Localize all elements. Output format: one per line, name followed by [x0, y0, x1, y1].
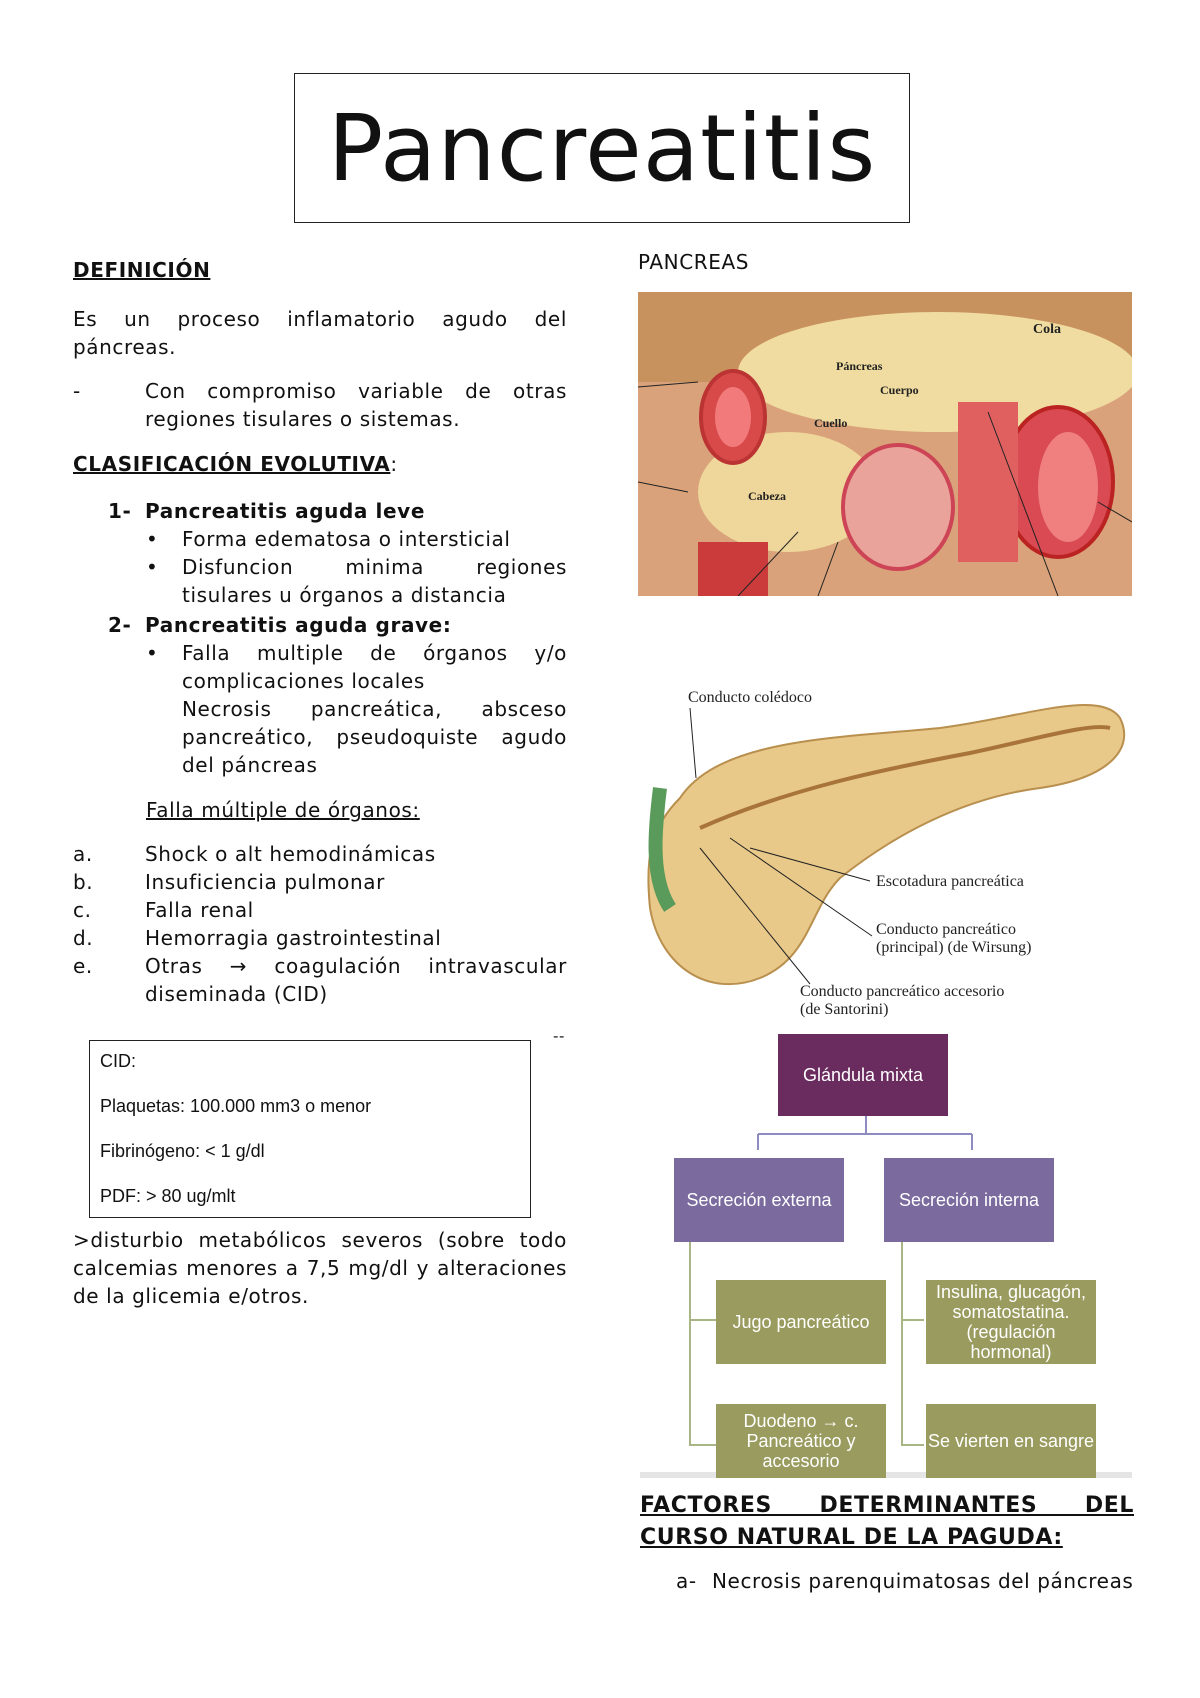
item-number: 2-: [108, 613, 132, 637]
bullet-dot: •: [146, 527, 159, 551]
bullet-dot: •: [146, 555, 159, 579]
list-text: Shock o alt hemodinámicas: [145, 842, 436, 866]
jejunum-shape: [958, 402, 1018, 562]
list-item: [73, 868, 567, 896]
cid-platelets: Plaquetas: 100.000 mm3 o menor: [100, 1096, 372, 1116]
cid-fibrinogen: Fibrinógeno: < 1 g/dl: [100, 1141, 265, 1161]
bullet-marker: -: [73, 379, 81, 403]
label-cuerpo: Cuerpo: [880, 383, 919, 397]
pancreas-anatomy-image: [638, 292, 1132, 596]
factors-item-a: [676, 1567, 1134, 1595]
list-item: [73, 896, 567, 924]
label-santorini-1: Conducto pancreático accesorio: [800, 983, 1005, 1000]
bullet-text: Disfuncion minima regiones tisulares u órganos a distancia: [182, 555, 567, 607]
classification-item-2-continuation: Necrosis pancreática, absceso pancreático, pseudoquiste agudo del páncreas: [182, 697, 567, 777]
pancreas-label: PANCREAS: [638, 250, 750, 274]
definition-text: Es un proceso inflamatorio agudo del páncreas.: [73, 307, 567, 359]
multi-organ-list: [73, 840, 567, 1008]
list-text: Hemorragia gastrointestinal: [145, 926, 442, 950]
diagram-ext-2: Duodeno → c. Pancreático y accesorio: [716, 1404, 886, 1478]
label-cabeza: Cabeza: [748, 489, 786, 503]
list-letter: b.: [73, 870, 94, 894]
item-number: 1-: [108, 499, 132, 523]
item-title: Pancreatitis aguda grave:: [145, 613, 452, 637]
classification-item-2-bullet-1: [146, 639, 567, 695]
title-box: [294, 73, 910, 223]
list-item: [73, 952, 567, 1008]
list-letter: d.: [73, 926, 94, 950]
label-cola: Cola: [1033, 322, 1061, 337]
vessel-left-lumen: [715, 387, 751, 447]
dash-mark: --: [553, 1027, 566, 1045]
factors-heading: FACTORES DETERMINANTES DEL CURSO NATURAL DE LA PAGUDA:: [640, 1493, 1134, 1550]
factor-text: Necrosis parenquimatosas del páncreas: [712, 1569, 1134, 1593]
diagram-external: Secreción externa: [674, 1158, 844, 1242]
label-pancreas: Páncreas: [836, 359, 883, 373]
label-santorini-2: (de Santorini): [800, 1001, 889, 1018]
label-escotadura: Escotadura pancreática: [876, 873, 1024, 890]
classification-heading: CLASIFICACIÓN EVOLUTIVA: [73, 452, 391, 476]
classification-item-1-bullet-1: [146, 525, 567, 553]
list-letter: c.: [73, 898, 92, 922]
classification-item-1: [108, 497, 568, 525]
definition-bullet-text: Con compromiso variable de otras regiones tisulares o sistemas.: [145, 379, 567, 431]
list-text: Falla renal: [145, 898, 254, 922]
diagram-internal: Secreción interna: [884, 1158, 1054, 1242]
list-text: Insuficiencia pulmonar: [145, 870, 385, 894]
classification-colon: :: [390, 452, 398, 476]
diagram-root: Glándula mixta: [778, 1034, 948, 1116]
leader-coledoco: [690, 708, 696, 778]
definition-bullet: [73, 377, 567, 433]
list-item: [73, 924, 567, 952]
bullet-text: Falla multiple de órganos y/o complicaciones locales: [182, 641, 567, 693]
classification-heading-wrap: [73, 450, 398, 478]
list-text: Otras → coagulación intravascular diseminada (CID): [145, 954, 567, 1006]
classification-item-1-bullet-2: [146, 553, 567, 609]
diagram-int-1: Insulina, glucagón, somatostatina. (regulación hormonal): [926, 1280, 1096, 1364]
label-wirsung-1: Conducto pancreático: [876, 921, 1016, 938]
page-title: Pancreatitis: [327, 94, 877, 202]
vessel-center: [843, 445, 953, 569]
cid-box: [89, 1040, 531, 1218]
cid-title: CID:: [100, 1051, 136, 1071]
list-item: [73, 840, 567, 868]
label-cuello: Cuello: [814, 416, 848, 430]
diagram-int-2: Se vierten en sangre: [926, 1404, 1096, 1478]
label-coledoco: Conducto colédoco: [688, 689, 812, 706]
definition-heading: DEFINICIÓN: [73, 258, 211, 282]
list-letter: a.: [73, 842, 93, 866]
multi-organ-heading: Falla múltiple de órganos:: [146, 798, 420, 822]
bullet-text: Forma edematosa o intersticial: [182, 527, 511, 551]
label-wirsung-2: (principal) (de Wirsung): [876, 939, 1032, 956]
metabolic-text: >disturbio metabólicos severos (sobre todo calcemias menores a 7,5 mg/dl y alteraciones de la glicemia e/otros.: [73, 1228, 567, 1308]
factor-marker: a-: [676, 1569, 697, 1593]
item-title: Pancreatitis aguda leve: [145, 499, 425, 523]
list-letter: e.: [73, 954, 93, 978]
diagram-ext-1: Jugo pancreático: [716, 1280, 886, 1364]
cid-pdf: PDF: > 80 ug/mlt: [100, 1186, 236, 1206]
classification-item-2: [108, 611, 568, 639]
duodenum-shape: [698, 542, 768, 596]
bullet-dot: •: [146, 641, 159, 665]
vessel-right-lumen: [1038, 432, 1098, 542]
pancreas-ducts-image: [640, 678, 1130, 1018]
